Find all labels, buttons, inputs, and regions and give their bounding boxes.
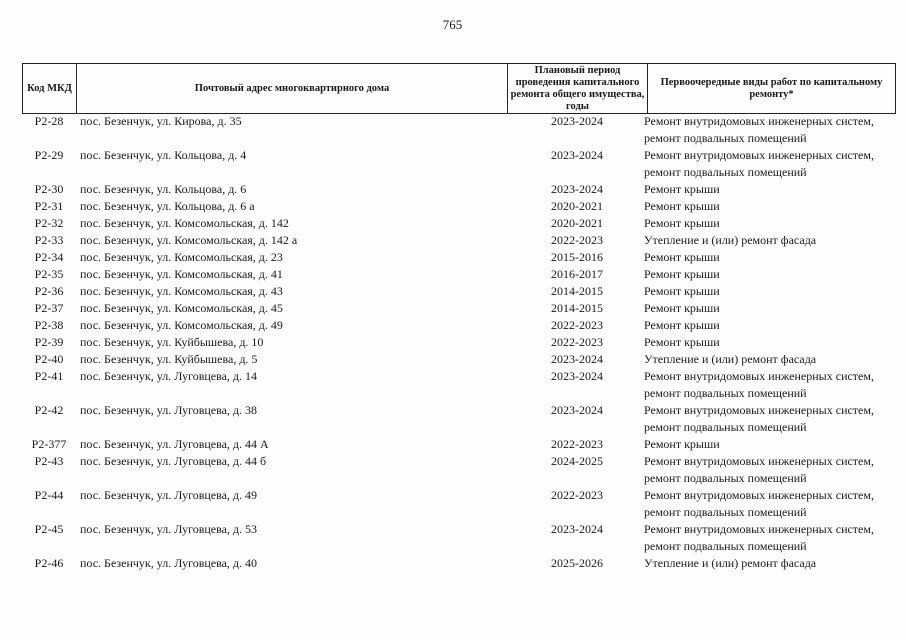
- row-period: 2022-2023: [551, 437, 603, 451]
- row-period: 2024-2025: [551, 454, 603, 468]
- row-period: 2023-2024: [551, 148, 603, 162]
- row-works: Ремонт крыши: [644, 301, 720, 315]
- table-row: [22, 368, 896, 402]
- table-row: [22, 249, 896, 266]
- row-code: Р2-42: [34, 403, 64, 417]
- row-code: Р2-377: [31, 437, 67, 451]
- row-period: 2022-2023: [551, 335, 603, 349]
- row-address: пос. Безенчук, ул. Куйбышева, д. 10: [80, 335, 264, 349]
- row-address: пос. Безенчук, ул. Луговцева, д. 14: [80, 369, 258, 383]
- row-period: 2014-2015: [551, 301, 603, 315]
- row-period: 2015-2016: [551, 250, 603, 264]
- row-code: Р2-32: [34, 216, 64, 230]
- row-period: 2023-2024: [551, 114, 603, 128]
- table-row: [22, 147, 896, 181]
- row-address: пос. Безенчук, ул. Луговцева, д. 38: [80, 403, 258, 417]
- row-works: Ремонт внутридомовых инженерных систем, ремонт подвальных помещений: [644, 403, 874, 434]
- row-address: пос. Безенчук, ул. Луговцева, д. 53: [80, 522, 258, 536]
- row-address: пос. Безенчук, ул. Луговцева, д. 49: [80, 488, 258, 502]
- row-code: Р2-29: [34, 148, 64, 162]
- table-row: [22, 453, 896, 487]
- table-row: [22, 266, 896, 283]
- row-works: Утепление и (или) ремонт фасада: [644, 352, 817, 366]
- row-works: Ремонт внутридомовых инженерных систем, ремонт подвальных помещений: [644, 369, 874, 400]
- table-row: [22, 317, 896, 334]
- row-address: пос. Безенчук, ул. Кольцова, д. 4: [80, 148, 247, 162]
- row-period: 2023-2024: [551, 522, 603, 536]
- row-code: Р2-39: [34, 335, 64, 349]
- row-code: Р2-40: [34, 352, 64, 366]
- table-row: [22, 300, 896, 317]
- table-row: [22, 334, 896, 351]
- row-code: Р2-30: [34, 182, 64, 196]
- row-works: Ремонт крыши: [644, 216, 720, 230]
- row-period: 2022-2023: [551, 318, 603, 332]
- table-row: [22, 487, 896, 521]
- row-works: Ремонт внутридомовых инженерных систем, ремонт подвальных помещений: [644, 488, 874, 519]
- table-row: [22, 555, 896, 572]
- row-address: пос. Безенчук, ул. Комсомольская, д. 142 а: [80, 233, 298, 247]
- header-code: Код МКД: [23, 64, 77, 113]
- row-address: пос. Безенчук, ул. Кольцова, д. 6: [80, 182, 247, 196]
- table-row: [22, 436, 896, 453]
- table-row: [22, 113, 896, 147]
- row-address: пос. Безенчук, ул. Кольцова, д. 6 а: [80, 199, 255, 213]
- header-period: Плановый период проведения капитального ремонта общего имущества, годы: [508, 64, 648, 113]
- table-row: [22, 521, 896, 555]
- header-address: Почтовый адрес многоквартирного дома: [77, 64, 508, 113]
- row-address: пос. Безенчук, ул. Комсомольская, д. 45: [80, 301, 283, 315]
- row-period: 2023-2024: [551, 352, 603, 366]
- row-period: 2025-2026: [551, 556, 603, 570]
- row-address: пос. Безенчук, ул. Комсомольская, д. 41: [80, 267, 283, 281]
- row-code: Р2-37: [34, 301, 64, 315]
- row-code: Р2-41: [34, 369, 64, 383]
- row-works: Ремонт крыши: [644, 182, 720, 196]
- row-works: Ремонт внутридомовых инженерных систем, ремонт подвальных помещений: [644, 454, 874, 485]
- row-works: Ремонт крыши: [644, 335, 720, 349]
- row-address: пос. Безенчук, ул. Луговцева, д. 44 б: [80, 454, 267, 468]
- row-code: Р2-36: [34, 284, 64, 298]
- row-code: Р2-34: [34, 250, 64, 264]
- row-works: Ремонт крыши: [644, 199, 720, 213]
- row-works: Ремонт крыши: [644, 267, 720, 281]
- row-period: 2016-2017: [551, 267, 603, 281]
- row-address: пос. Безенчук, ул. Комсомольская, д. 43: [80, 284, 283, 298]
- row-period: 2022-2023: [551, 233, 603, 247]
- row-code: Р2-43: [34, 454, 64, 468]
- row-code: Р2-35: [34, 267, 64, 281]
- row-address: пос. Безенчук, ул. Комсомольская, д. 23: [80, 250, 283, 264]
- row-period: 2023-2024: [551, 369, 603, 383]
- header-works: Первоочередные виды работ по капитальному ремонту*: [660, 76, 883, 100]
- row-period: 2023-2024: [551, 182, 603, 196]
- row-period: 2020-2021: [551, 199, 603, 213]
- table-row: [22, 283, 896, 300]
- table-row: [22, 198, 896, 215]
- row-works: Ремонт внутридомовых инженерных систем, ремонт подвальных помещений: [644, 148, 874, 179]
- row-address: пос. Безенчук, ул. Комсомольская, д. 49: [80, 318, 283, 332]
- table-body: [22, 113, 896, 572]
- row-address: пос. Безенчук, ул. Комсомольская, д. 142: [80, 216, 289, 230]
- row-code: Р2-38: [34, 318, 64, 332]
- row-works: Ремонт крыши: [644, 250, 720, 264]
- table-row: [22, 232, 896, 249]
- table-row: [22, 215, 896, 232]
- row-works: Ремонт крыши: [644, 284, 720, 298]
- row-works: Ремонт крыши: [644, 318, 720, 332]
- table-row: [22, 181, 896, 198]
- row-address: пос. Безенчук, ул. Кирова, д. 35: [80, 114, 242, 128]
- row-address: пос. Безенчук, ул. Куйбышева, д. 5: [80, 352, 258, 366]
- row-works: Ремонт крыши: [644, 437, 720, 451]
- row-address: пос. Безенчук, ул. Луговцева, д. 40: [80, 556, 258, 570]
- row-period: 2023-2024: [551, 403, 603, 417]
- row-works: Ремонт внутридомовых инженерных систем, ремонт подвальных помещений: [644, 522, 874, 553]
- table-row: [22, 402, 896, 436]
- page-number: 765: [442, 17, 463, 32]
- row-code: Р2-44: [34, 488, 64, 502]
- row-period: 2022-2023: [551, 488, 603, 502]
- row-code: Р2-33: [34, 233, 64, 247]
- row-code: Р2-31: [34, 199, 64, 213]
- row-code: Р2-28: [34, 114, 64, 128]
- table-row: [22, 351, 896, 368]
- row-code: Р2-46: [34, 556, 64, 570]
- row-address: пос. Безенчук, ул. Луговцева, д. 44 А: [80, 437, 269, 451]
- row-period: 2020-2021: [551, 216, 603, 230]
- row-works: Утепление и (или) ремонт фасада: [644, 233, 817, 247]
- row-works: Утепление и (или) ремонт фасада: [644, 556, 817, 570]
- row-works: Ремонт внутридомовых инженерных систем, ремонт подвальных помещений: [644, 114, 874, 145]
- table-header: [22, 63, 896, 114]
- row-period: 2014-2015: [551, 284, 603, 298]
- row-code: Р2-45: [34, 522, 64, 536]
